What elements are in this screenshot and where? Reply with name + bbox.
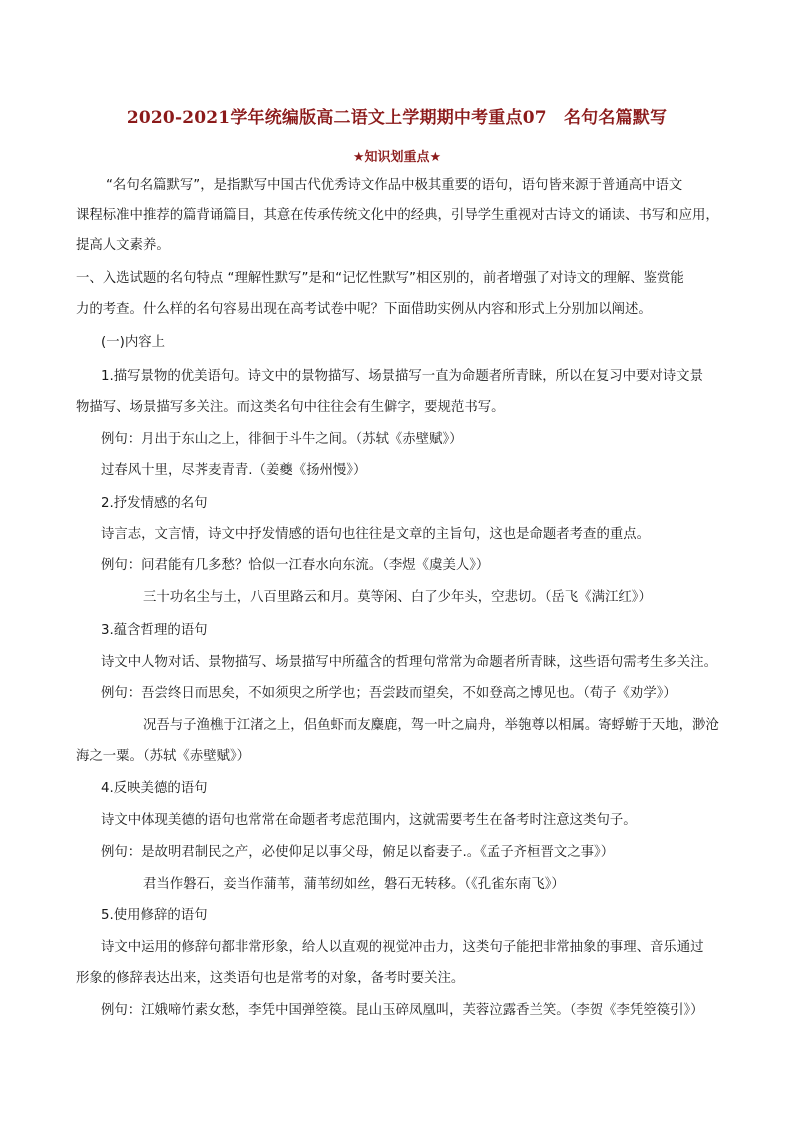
document-title: 2020-2021学年统编版高二语文上学期期中考重点07 名句名篇默写 [126, 108, 668, 128]
intro-line-3: 提高人文素养。 [76, 238, 170, 253]
item-3-line-3: 况吾与子渔樵于江渚之上，侣鱼虾而友麋鹿，驾一叶之扁舟，举匏尊以相属。寄蜉蝣于天地，渺沧 [143, 718, 719, 733]
item-3-line-4: 海之一粟。（苏轼《赤壁赋》） [76, 749, 251, 764]
item-4-line-3: 君当作磐石，妾当作蒲苇，蒲苇纫如丝，磐石无转移。（《孔雀东南飞》） [143, 877, 565, 892]
item-3-line-1: 诗文中人物对话、景物描写、场景描写中所蕴含的哲理句常常为命题者所青睐，这些语句需考生多关注。 [101, 655, 717, 670]
item-heading-1: 1.描写景物的优美语句。诗文中的景物描写、场景描写一直为命题者所青睐，所以在复习中要对诗文景 [101, 369, 703, 384]
item-4-line-1: 诗文中体现美德的语句也常常在命题者考虑范围内，这就需要考生在备考时注意这类句子。 [101, 813, 637, 828]
intro-line-4: 一、入选试题的名句特点 “理解性默写”是和“记忆性默写”相区别的，前者增强了对诗文的理解、鉴赏能 [76, 271, 684, 286]
item-5-line-3: 例句：江娥啼竹素女愁，李凭中国弹箜篌。昆山玉碎凤凰叫，芙蓉泣露香兰笑。（李贺《李凭箜篌引》） [101, 1003, 704, 1018]
section-label: (一)内容上 [101, 335, 166, 350]
item-heading-5: 5.使用修辞的语句 [101, 908, 208, 923]
item-3-line-2: 例句：吾尝终日而思矣，不如须臾之所学也；吾尝跂而望矣，不如登高之博见也。（荀子《劝学》） [101, 686, 677, 701]
document-subtitle: ★知识划重点★ [352, 150, 442, 165]
item-heading-3: 3.蕴含哲理的语句 [101, 623, 208, 638]
item-1-line-3: 过春风十里，尽荠麦青青.（姜夔《扬州慢》） [101, 463, 367, 478]
item-heading-2: 2.抒发情感的名句 [101, 496, 208, 511]
item-1-line-2: 例句：月出于东山之上，徘徊于斗牛之间。（苏轼《赤壁赋》） [101, 432, 463, 447]
item-heading-4: 4.反映美德的语句 [101, 781, 208, 796]
item-2-line-1: 诗言志，文言情，诗文中抒发情感的语句也往往是文章的主旨句，这也是命题者考查的重点。 [101, 527, 651, 542]
item-1-line-1: 物描写、场景描写多关注。而这类名句中往往会有生僻字，要规范书写。 [76, 400, 505, 415]
item-2-line-3: 三十功名尘与土，八百里路云和月。莫等闲、白了少年头，空悲切。（岳飞《满江红》） [143, 590, 652, 605]
intro-line-1: “名句名篇默写”，是指默写中国古代优秀诗文作品中极其重要的语句，语句皆来源于普通高中语文 [106, 178, 683, 193]
item-4-line-2: 例句：是故明君制民之产，必使仰足以事父母，俯足以畜妻子.。《孟子齐桓晋文之事》） [101, 845, 615, 860]
intro-line-2: 课程标准中推荐的篇背诵篇目，其意在传承传统文化中的经典，引导学生重视对古诗文的诵读、书写和应用， [76, 208, 719, 223]
item-5-line-1: 诗文中运用的修辞句都非常形象，给人以直观的视觉冲击力，这类句子能把非常抽象的事理、音乐通过 [101, 940, 704, 955]
item-2-line-2: 例句：问君能有几多愁？恰似一江春水向东流。（李煜《虞美人》） [101, 558, 490, 573]
item-5-line-2: 形象的修辞表达出来，这类语句也是常考的对象，备考时要关注。 [76, 971, 465, 986]
intro-line-5: 力的考查。什么样的名句容易出现在高考试卷中呢？下面借助实例从内容和形式上分别加以阐述。 [76, 302, 652, 317]
